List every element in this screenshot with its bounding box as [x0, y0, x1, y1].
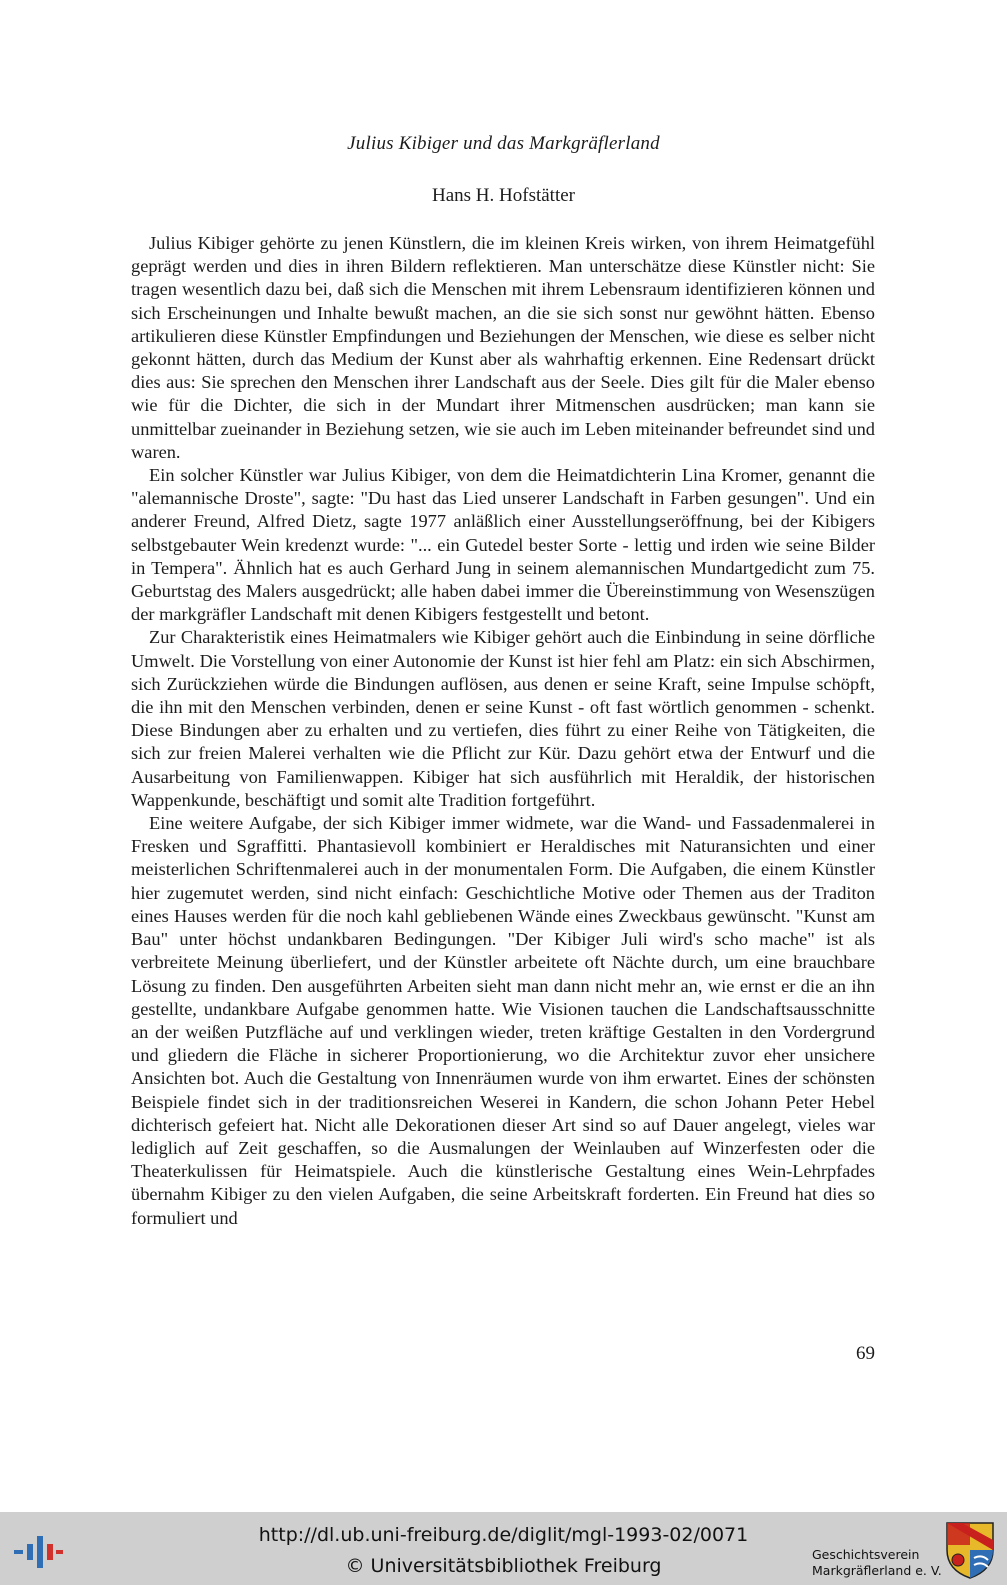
- paragraph: Zur Charakteristik eines Heimatmalers wie Kibiger gehört auch die Einbindung in seine dörfliche Umwelt. Die Vorstellung von einer Autonomie der Kunst ist hier fehl am Platz: ein sich Abschirmen, sich Zurückziehen würde die Bindungen auflösen, aus denen er seine Kraft, seine Impulse schöpft, die ihn mit den Menschen verbinden, denen er seine Kunst - oft fast wörtlich genommen - schenkt. Diese Bindungen aber zu erhalten und zu vertiefen, dies führt zu einer Reihe von Tätigkeiten, die sich zur freien Malerei verhalten wie die Pflicht zur Kür. Dazu gehört etwa der Entwurf und die Ausarbeitung von Familienwappen. Kibiger hat sich ausführlich mit Heraldik, der historischen Wappenkunde, beschäftigt und somit alte Tradition fortgeführt.: [131, 627, 875, 810]
- source-url-link[interactable]: http://dl.ub.uni-freiburg.de/diglit/mgl-1993-02/0071: [258, 1524, 749, 1546]
- page-number: 69: [856, 1343, 875, 1364]
- footer-bar: [0, 1512, 1007, 1585]
- society-name: [812, 1547, 942, 1579]
- paragraph: Julius Kibiger gehörte zu jenen Künstlern, die im kleinen Kreis wirken, von ihrem Heimatgefühl geprägt werden und dies in ihren Bildern reflektieren. Man unterschätze diese Künstler nicht: Sie tragen wesentlich dazu bei, daß sich die Menschen mit ihrem Lebensraum identifizieren können und sich Erscheinungen und Inhalte bewußt machen, an die sie sich sonst nur gewöhnt hätten. Ebenso artikulieren diese Künstler Empfindungen und Beziehungen der Menschen, wie diese es selber nicht gekonnt hätten, durch das Medium der Kunst aber als wahrhaftig erkennen. Eine Redensart drückt dies aus: Sie sprechen den Menschen ihrer Landschaft aus der Seele. Dies gilt für die Maler ebenso wie für die Dichter, die sich in der Mundart ihrer Mitmenschen ausdrücken; man kann sie unmittelbar zueinander in Beziehung setzen, wie sie auch im Leben miteinander befreundet sind und waren.: [131, 233, 875, 462]
- society-name-line1: Geschichtsverein: [812, 1547, 920, 1562]
- paragraph: Ein solcher Künstler war Julius Kibiger, von dem die Heimatdichterin Lina Kromer, genannt die "alemannische Droste", sagte: "Du hast das Lied unserer Landschaft in Farben gesungen". Und ein anderer Freund, Alfred Dietz, sagte 1977 anläßlich einer Ausstellungseröffnung, bei der Kibigers selbstgebauter Wein kredenzt wurde: "... ein Gutedel bester Sorte - lettig und irden wie seine Bilder in Tempera". Ähnlich hat es auch Gerhard Jung in seinem alemannischen Mundartgedicht zum 75. Geburtstag des Malers ausgedrückt; alle haben dabei immer die Übereinstimmung von Wesenszügen der markgräfler Landschaft mit denen Kibigers festgestellt und betont.: [131, 465, 875, 625]
- copyright-notice: © Universitätsbibliothek Freiburg: [345, 1555, 662, 1577]
- article-author: Hans H. Hofstätter: [432, 185, 575, 206]
- society-name-line2: Markgräflerland e. V.: [812, 1563, 942, 1578]
- article-body: [131, 232, 875, 1230]
- coat-of-arms-icon: [944, 1520, 996, 1580]
- paragraph: Eine weitere Aufgabe, der sich Kibiger immer widmete, war die Wand- und Fassadenmalerei in Fresken und Sgraffitti. Phantasievoll kombiniert er Heraldisches mit Naturansichten und einer meisterlichen Schriftenmalerei auch in der monumentalen Form. Die Aufgaben, die einem Künstler hier zugemutet werden, sind nicht einfach: Geschichtliche Motive oder Themen aus der Traditon eines Hauses werden für die noch kahl gebliebenen Wände eines Zweckbaus gewünscht. "Kunst am Bau" unter höchst undankbaren Bedingungen. "Der Kibiger Juli wird's scho mache" ist als verbreitete Meinung überliefert, und der Künstler arbeitete oft Nächte durch, um eine brauchbare Lösung zu finden. Den ausgeführten Arbeiten sieht man dann nicht mehr an, wie ernst er die an ihn gestellte, undankbare Aufgabe genommen hatte. Wie Visionen tauchen die Landschaftsausschnitte an der weißen Putzfläche auf und verklingen wieder, treten kräftige Gestalten in den Vordergrund und gliedern die Fläche in sicherer Proportionierung, wo die Architektur zuvor eher unsichere Ansichten bot. Auch die Gestaltung von Innenräumen wurde von ihm erwartet. Eines der schönsten Beispiele findet sich in der traditionsreichen Weserei in Kandern, die schon Johann Peter Hebel dichterisch gefeiert hat. Nicht alle Dekorationen dieser Art sind so auf Dauer angelegt, vieles war lediglich auf Zeit geschaffen, so die Ausmalungen der Weinlauben auf Winzerfesten oder die Theaterkulissen für Heimatspiele. Auch die künstlerische Gestaltung eines Wein-Lehrpfades übernahm Kibiger zu den vielen Aufgaben, die seine Arbeitskraft forderten. Ein Freund hat dies so formuliert und: [131, 813, 875, 1228]
- article-title: Julius Kibiger und das Markgräflerland: [347, 133, 660, 154]
